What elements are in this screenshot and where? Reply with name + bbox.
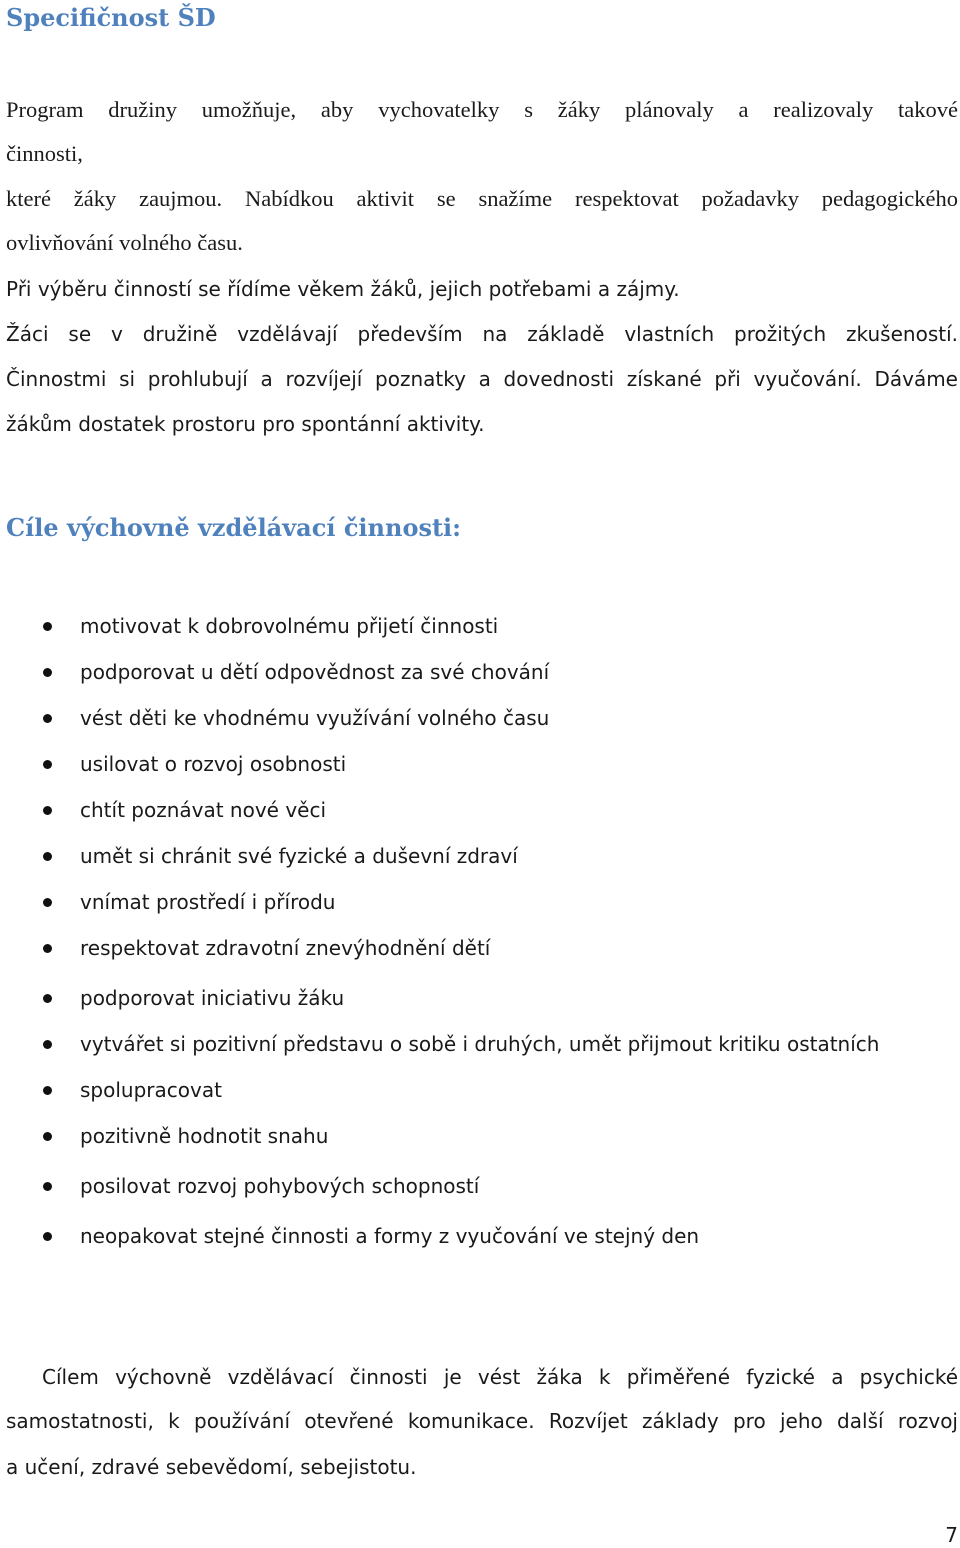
- bullet-icon: [43, 1182, 52, 1191]
- bullet-icon: [43, 668, 52, 677]
- bullet-icon: [43, 994, 52, 1003]
- list-item: [0, 841, 960, 871]
- list-item-text: podporovat u dětí odpovědnost za své chování: [80, 660, 550, 684]
- list-item-text: chtít poznávat nové věci: [80, 798, 327, 822]
- intro-line: Při výběru činností se řídíme věkem žáků, jejich potřebami a zájmy.: [6, 277, 680, 301]
- list-item: [0, 1075, 960, 1105]
- bullet-icon: [43, 1040, 52, 1049]
- intro-line: Činnostmi si prohlubují a rozvíjejí poznatky a dovednosti získané při vyučování. Dáváme: [6, 367, 958, 391]
- conclusion-line: samostatnosti, k používání otevřené komunikace. Rozvíjet základy pro jeho další rozvoj: [6, 1409, 958, 1433]
- list-item: [0, 795, 960, 825]
- list-item: [0, 1171, 960, 1201]
- intro-line: které žáky zaujmou. Nabídkou aktivit se snažíme respektovat požadavky pedagogického: [6, 186, 958, 211]
- goals-heading: Cíle výchovně vzdělávací činnosti:: [6, 513, 462, 542]
- bullet-icon: [43, 622, 52, 631]
- bullet-icon: [43, 1232, 52, 1241]
- intro-line: žákům dostatek prostoru pro spontánní aktivity.: [6, 412, 485, 436]
- list-item-text: umět si chránit své fyzické a duševní zdraví: [80, 844, 518, 868]
- page-title: Specifičnost ŠD: [6, 3, 216, 32]
- list-item: [0, 983, 960, 1013]
- bullet-icon: [43, 944, 52, 953]
- bullet-icon: [43, 714, 52, 723]
- list-item-text: motivovat k dobrovolnému přijetí činnosti: [80, 614, 499, 638]
- list-item: [0, 749, 960, 779]
- bullet-icon: [43, 1086, 52, 1095]
- list-item-text: pozitivně hodnotit snahu: [80, 1124, 329, 1148]
- list-item: [0, 1121, 960, 1151]
- conclusion-line: a učení, zdravé sebevědomí, sebejistotu.: [6, 1455, 417, 1479]
- page-number: 7: [945, 1523, 958, 1547]
- list-item-text: spolupracovat: [80, 1078, 222, 1102]
- list-item-text: vést děti ke vhodnému využívání volného času: [80, 706, 550, 730]
- list-item: [0, 657, 960, 687]
- list-item-text: usilovat o rozvoj osobnosti: [80, 752, 347, 776]
- list-item-text: podporovat iniciativu žáku: [80, 986, 345, 1010]
- bullet-icon: [43, 898, 52, 907]
- intro-line: ovlivňování volného času.: [6, 230, 243, 255]
- intro-line: činnosti,: [6, 141, 83, 166]
- conclusion-line: Cílem výchovně vzdělávací činnosti je vést žáka k přiměřené fyzické a psychické: [42, 1365, 958, 1389]
- list-item: [0, 933, 960, 963]
- intro-line: Žáci se v družině vzdělávají především na základě vlastních prožitých zkušeností.: [6, 322, 958, 346]
- bullet-icon: [43, 852, 52, 861]
- intro-line: Program družiny umožňuje, aby vychovatelky s žáky plánovaly a realizovaly takové: [6, 97, 958, 122]
- list-item: [0, 1221, 960, 1251]
- list-item: [0, 703, 960, 733]
- list-item-text: neopakovat stejné činnosti a formy z vyučování ve stejný den: [80, 1224, 700, 1248]
- list-item-text: respektovat zdravotní znevýhodnění dětí: [80, 936, 491, 960]
- list-item: [0, 887, 960, 917]
- list-item-text: vnímat prostředí i přírodu: [80, 890, 336, 914]
- bullet-icon: [43, 1132, 52, 1141]
- list-item: [0, 611, 960, 641]
- bullet-icon: [43, 806, 52, 815]
- bullet-icon: [43, 760, 52, 769]
- list-item-text: vytvářet si pozitivní představu o sobě i druhých, umět přijmout kritiku ostatních: [80, 1032, 880, 1056]
- list-item-text: posilovat rozvoj pohybových schopností: [80, 1174, 480, 1198]
- list-item: [0, 1029, 960, 1059]
